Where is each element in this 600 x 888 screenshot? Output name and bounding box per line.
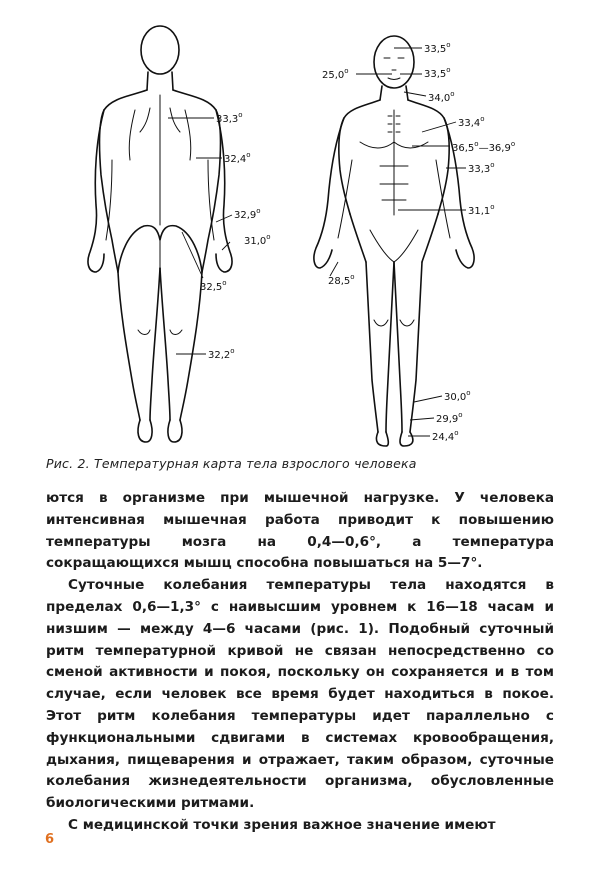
temp-label-back-neck: $33,3^о$ bbox=[216, 111, 243, 125]
temp-label-cheek: $33,5^о$ bbox=[424, 66, 451, 80]
temp-label-upper-arm: $33,3^о$ bbox=[468, 161, 495, 175]
temp-label-neck: $34,0^о$ bbox=[428, 90, 455, 104]
temp-label-back-hand: $31,0^о$ bbox=[244, 233, 271, 247]
temp-label-armpit-range: $36,5^о—36,9^о$ bbox=[452, 140, 516, 154]
back-view-leaders bbox=[168, 118, 232, 354]
temp-label-abdomen: $31,1^о$ bbox=[468, 203, 495, 217]
paragraph-daily-fluctuations: Суточные колебания температуры тела находятся в пределах 0,6—1,3° с наивысшим уровнем к 16—18 часам и низшим — между 4—6 часами (рис. 1). Подобный суточный ритм температурной кривой не связан непосредственно со сменой активности и покоя, поскольку он сохраняется и в том случае, если человек все время будет находиться в покое. Этот ритм колебания температуры идет параллельно с функциональными сдвигами в системах кровообращения, дыхания, пищеварения и отражает, таким образом, суточные колебания жизнедеятельности организма, обусловленные биологическими ритмами. bbox=[46, 577, 554, 812]
front-view-labels bbox=[322, 41, 515, 443]
paragraph-medical-view: С медицинской точки зрения важное значение имеют bbox=[68, 816, 496, 833]
temp-label-nose: $25,0^о$ bbox=[322, 67, 349, 81]
temp-label-back-upper: $32,4^о$ bbox=[224, 151, 251, 165]
temp-label-forehead: $33,5^о$ bbox=[424, 41, 451, 55]
body-text bbox=[46, 488, 554, 837]
figure-caption: Рис. 2. Температурная карта тела взрослого человека bbox=[46, 456, 417, 471]
temp-label-back-calf: $32,2^о$ bbox=[208, 347, 235, 361]
page-number: 6 bbox=[45, 832, 55, 847]
temp-label-back-buttock: $32,5^о$ bbox=[200, 279, 227, 293]
back-view-body bbox=[88, 26, 232, 442]
back-view-labels bbox=[200, 111, 271, 361]
temp-label-ankle: $29,9^о$ bbox=[436, 411, 463, 425]
temp-label-chest: $33,4^о$ bbox=[458, 115, 485, 129]
temp-label-hand: $28,5^о$ bbox=[328, 273, 355, 287]
paragraph-continuation: ются в организме при мышечной нагрузке. У человека интенсивная мышечная работа приводит к повышению температуры мозга на 0,4—0,6°, а температура сокращающихся мышц способна повышаться на 5—7°. bbox=[46, 490, 554, 572]
front-view-leaders bbox=[330, 48, 466, 436]
temp-label-toes: $24,4^о$ bbox=[432, 429, 459, 443]
temp-label-back-forearm: $32,9^о$ bbox=[234, 207, 261, 221]
temp-label-shin: $30,0^о$ bbox=[444, 389, 471, 403]
